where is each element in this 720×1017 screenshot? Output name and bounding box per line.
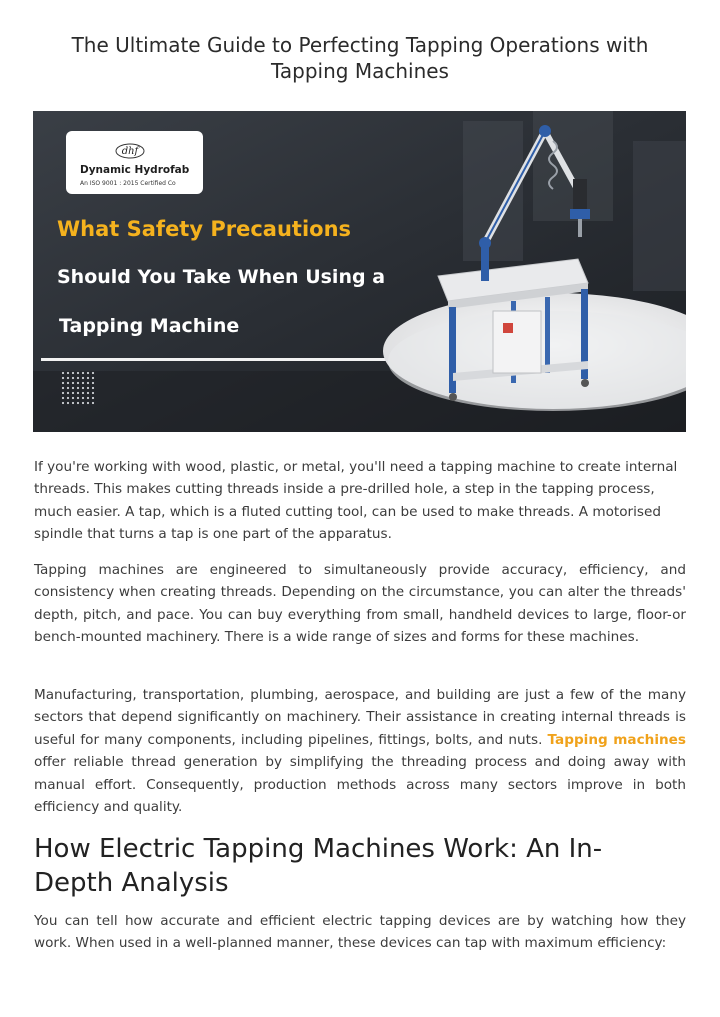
paragraph-industries-text-after: offer reliable thread generation by simplifying the threading process and doing away with manual effort. Consequently, production methods across many sectors improve in both efficiency and quality.: [34, 754, 686, 816]
hero-headline-line3: Tapping Machine: [59, 315, 240, 337]
page-title: The Ultimate Guide to Perfecting Tapping Operations with Tapping Machines: [71, 33, 649, 83]
paragraph-industries-text-before: Manufacturing, transportation, plumbing, aerospace, and building are just a few of the many sectors that depend significantly on machinery. Their assistance in creating internal threads is useful for many components, including pipelines, fittings, bolts, and nuts.: [34, 687, 686, 748]
paragraph-industries: [34, 684, 686, 818]
logo-name: Dynamic Hydrofab: [80, 164, 190, 176]
intro-paragraph: If you're working with wood, plastic, or metal, you'll need a tapping machine to create internal threads. This makes cutting threads inside a pre-drilled hole, a step in the tapping process, much easier. A tap, which is a fluted cutting tool, can be used to make threads. A motorised spindle that turns a tap is one part of the apparatus.: [34, 459, 678, 543]
hero-banner-image: [33, 111, 686, 432]
hero-headline-line1: What Safety Precautions: [57, 217, 352, 241]
paragraph-accuracy: Tapping machines are engineered to simultaneously provide accuracy, efficiency, and consistency when creating threads. Depending on the circumstance, you can alter the threads' depth, pitch, and pace. You can buy everything from small, handheld devices to large, floor-or bench-mounted machinery. There is a wide range of sizes and forms for these machines.: [34, 562, 686, 646]
logo-mark: dhf: [121, 146, 139, 157]
section-paragraph: You can tell how accurate and efficient electric tapping devices are by watching how they work. When used in a well-planned manner, these devices can tap with maximum efficiency:: [34, 913, 686, 952]
hero-headline-line2: Should You Take When Using a: [57, 266, 386, 288]
company-logo: [66, 131, 203, 194]
logo-certification: An ISO 9001 : 2015 Certified Co: [80, 180, 176, 187]
section-heading: How Electric Tapping Machines Work: An In-Depth Analysis: [34, 834, 603, 898]
tapping-machines-link[interactable]: Tapping machines: [547, 731, 686, 748]
